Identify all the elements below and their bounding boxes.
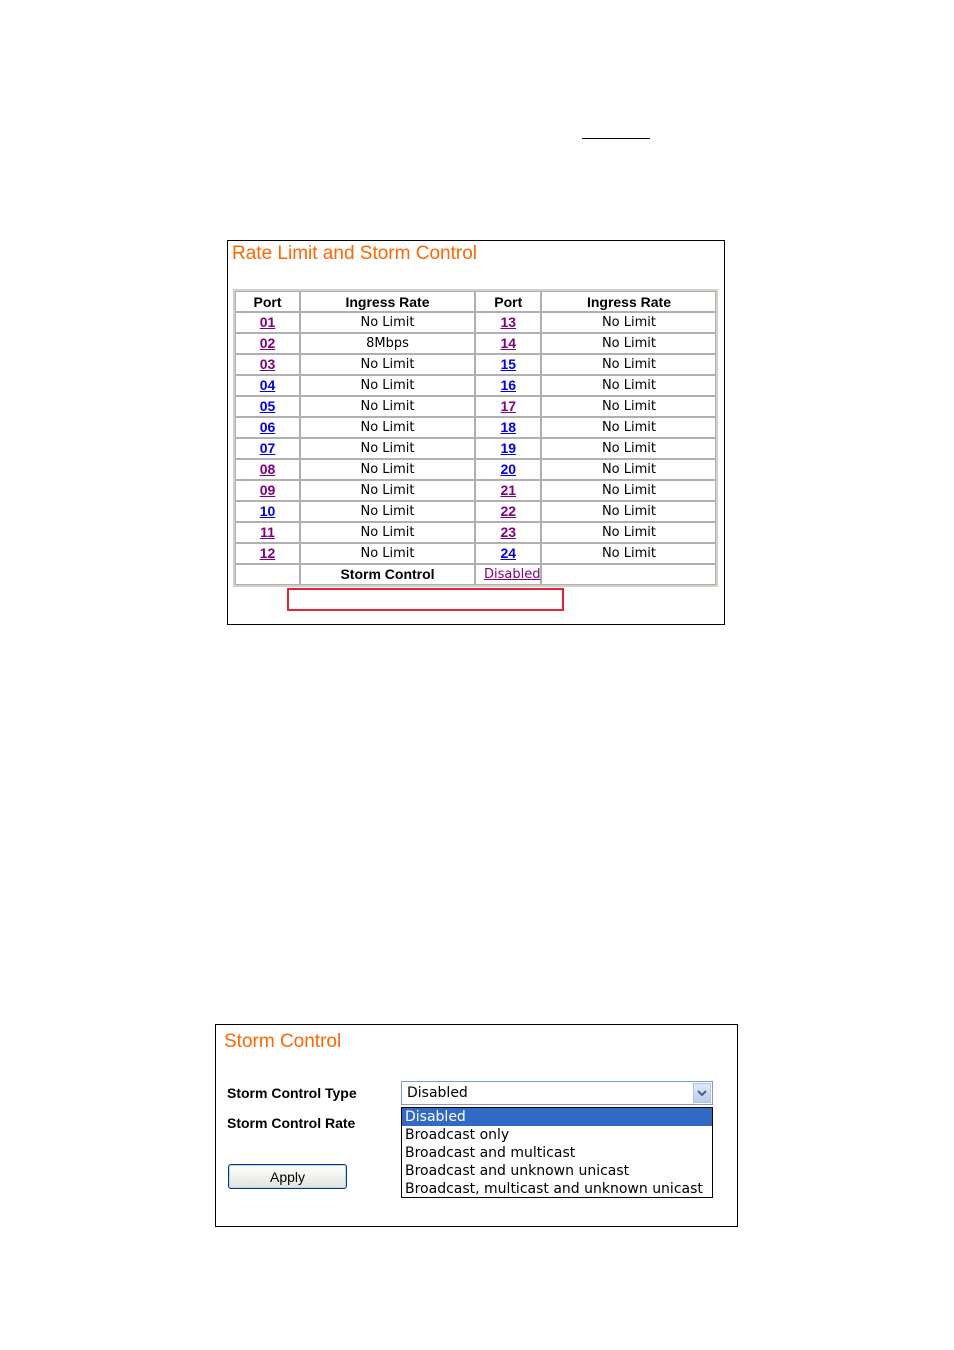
port-cell [475,333,541,354]
ingress-rate-value: No Limit [601,462,656,477]
port-link[interactable]: 15 [500,356,517,372]
port-cell [235,333,300,354]
port-cell [235,438,300,459]
port-link[interactable]: 24 [500,545,517,561]
port-link[interactable]: 17 [500,398,517,414]
ingress-rate-cell [541,438,716,459]
empty-cell [541,564,716,585]
ingress-rate-cell [300,543,475,564]
port-cell [235,480,300,501]
port-cell [475,543,541,564]
ingress-rate-value: No Limit [360,525,415,540]
port-link[interactable]: 12 [259,545,276,561]
port-link[interactable]: 06 [259,419,276,435]
ingress-rate-cell [300,459,475,480]
port-link[interactable]: 23 [500,524,517,540]
port-cell [235,375,300,396]
port-link[interactable]: 03 [259,356,276,372]
ingress-rate-value: No Limit [360,546,415,561]
ingress-rate-value: No Limit [601,504,656,519]
port-link[interactable]: 21 [500,482,517,498]
port-cell [475,396,541,417]
port-link[interactable]: 09 [259,482,276,498]
ingress-rate-value: No Limit [360,378,415,393]
ingress-rate-value: No Limit [601,399,656,414]
ingress-rate-cell [541,480,716,501]
ingress-rate-cell [300,522,475,543]
rate-table [233,289,718,587]
storm-control-type-label: Storm Control Type [227,1085,357,1101]
port-cell [235,543,300,564]
ingress-rate-value: No Limit [601,336,656,351]
ingress-rate-cell [300,354,475,375]
port-link[interactable]: 07 [259,440,276,456]
ingress-rate-value: No Limit [601,420,656,435]
port-cell [475,459,541,480]
header-port-left: Port [235,291,300,312]
table-row [235,312,716,333]
header-ingress-rate-right: Ingress Rate [541,291,716,312]
ingress-rate-cell [300,333,475,354]
text-underline-fragment [582,138,650,139]
option-disabled[interactable]: Disabled [402,1108,712,1126]
ingress-rate-cell [300,375,475,396]
select-current-value: Disabled [407,1085,468,1101]
option-broadcast-multicast[interactable]: Broadcast and multicast [405,1145,576,1161]
storm-control-rate-label: Storm Control Rate [227,1115,356,1131]
rate-limit-title: Rate Limit and Storm Control [232,243,477,264]
port-link[interactable]: 10 [259,503,276,519]
port-cell [235,459,300,480]
option-broadcast-multicast-unknown-unicast[interactable]: Broadcast, multicast and unknown unicast [405,1181,703,1197]
table-row [235,354,716,375]
port-cell [475,375,541,396]
ingress-rate-cell [300,417,475,438]
table-row [235,396,716,417]
port-cell [235,501,300,522]
ingress-rate-value: No Limit [601,483,656,498]
ingress-rate-value: No Limit [360,420,415,435]
empty-cell [235,564,300,585]
ingress-rate-cell [541,375,716,396]
ingress-rate-cell [300,396,475,417]
apply-button[interactable]: Apply [228,1164,347,1189]
table-row [235,543,716,564]
port-cell [475,480,541,501]
port-link[interactable]: 16 [500,377,517,393]
port-link[interactable]: 18 [500,419,517,435]
port-cell [475,312,541,333]
table-header-row [235,291,716,312]
ingress-rate-value: No Limit [601,525,656,540]
ingress-rate-cell [541,396,716,417]
table-row [235,459,716,480]
port-cell [235,417,300,438]
port-cell [235,396,300,417]
port-cell [475,417,541,438]
rate-limit-panel [227,240,725,625]
ingress-rate-cell [541,501,716,522]
table-row [235,522,716,543]
port-link[interactable]: 20 [500,461,517,477]
ingress-rate-value: 8Mbps [366,336,409,351]
ingress-rate-value: No Limit [360,315,415,330]
table-row [235,438,716,459]
port-link[interactable]: 13 [500,314,517,330]
storm-control-disabled-link[interactable]: Disabled [484,567,541,582]
port-cell [475,522,541,543]
port-link[interactable]: 14 [500,335,517,351]
port-link[interactable]: 11 [260,524,275,540]
storm-control-row [235,564,716,585]
table-row [235,480,716,501]
port-link[interactable]: 19 [500,440,517,456]
ingress-rate-value: No Limit [360,357,415,372]
storm-control-type-select[interactable] [401,1081,713,1105]
ingress-rate-value: No Limit [360,462,415,477]
port-link[interactable]: 08 [259,461,276,477]
option-broadcast-unknown-unicast[interactable]: Broadcast and unknown unicast [405,1163,630,1179]
storm-control-label-cell [300,564,475,585]
port-link[interactable]: 01 [259,314,276,330]
ingress-rate-cell [541,354,716,375]
storm-control-title: Storm Control [224,1031,342,1052]
ingress-rate-value: No Limit [360,399,415,414]
table-row [235,333,716,354]
ingress-rate-cell [300,438,475,459]
ingress-rate-cell [541,459,716,480]
table-row [235,417,716,438]
port-link[interactable]: 05 [259,398,276,414]
storm-control-type-options [401,1107,713,1198]
table-row [235,501,716,522]
port-link[interactable]: 02 [259,335,276,351]
storm-control-link-cell [475,564,541,585]
ingress-rate-value: No Limit [360,441,415,456]
port-link[interactable]: 04 [259,377,276,393]
storm-control-panel [215,1024,738,1227]
ingress-rate-cell [300,480,475,501]
ingress-rate-cell [541,522,716,543]
ingress-rate-cell [541,312,716,333]
header-ingress-rate-left: Ingress Rate [300,291,475,312]
port-cell [475,438,541,459]
chevron-down-icon[interactable] [693,1083,711,1103]
ingress-rate-cell [541,543,716,564]
ingress-rate-cell [541,333,716,354]
port-cell [235,354,300,375]
ingress-rate-value: No Limit [601,441,656,456]
ingress-rate-cell [300,312,475,333]
port-cell [475,501,541,522]
ingress-rate-value: No Limit [360,483,415,498]
ingress-rate-value: No Limit [360,504,415,519]
table-row [235,375,716,396]
option-broadcast-only[interactable]: Broadcast only [405,1127,510,1143]
ingress-rate-cell [541,417,716,438]
ingress-rate-value: No Limit [601,315,656,330]
port-link[interactable]: 22 [500,503,517,519]
ingress-rate-value: No Limit [601,378,656,393]
ingress-rate-value: No Limit [601,546,656,561]
port-cell [235,312,300,333]
ingress-rate-value: No Limit [601,357,656,372]
storm-control-label: Storm Control [340,566,435,582]
port-cell [235,522,300,543]
port-cell [475,354,541,375]
header-port-right: Port [475,291,541,312]
ingress-rate-cell [300,501,475,522]
